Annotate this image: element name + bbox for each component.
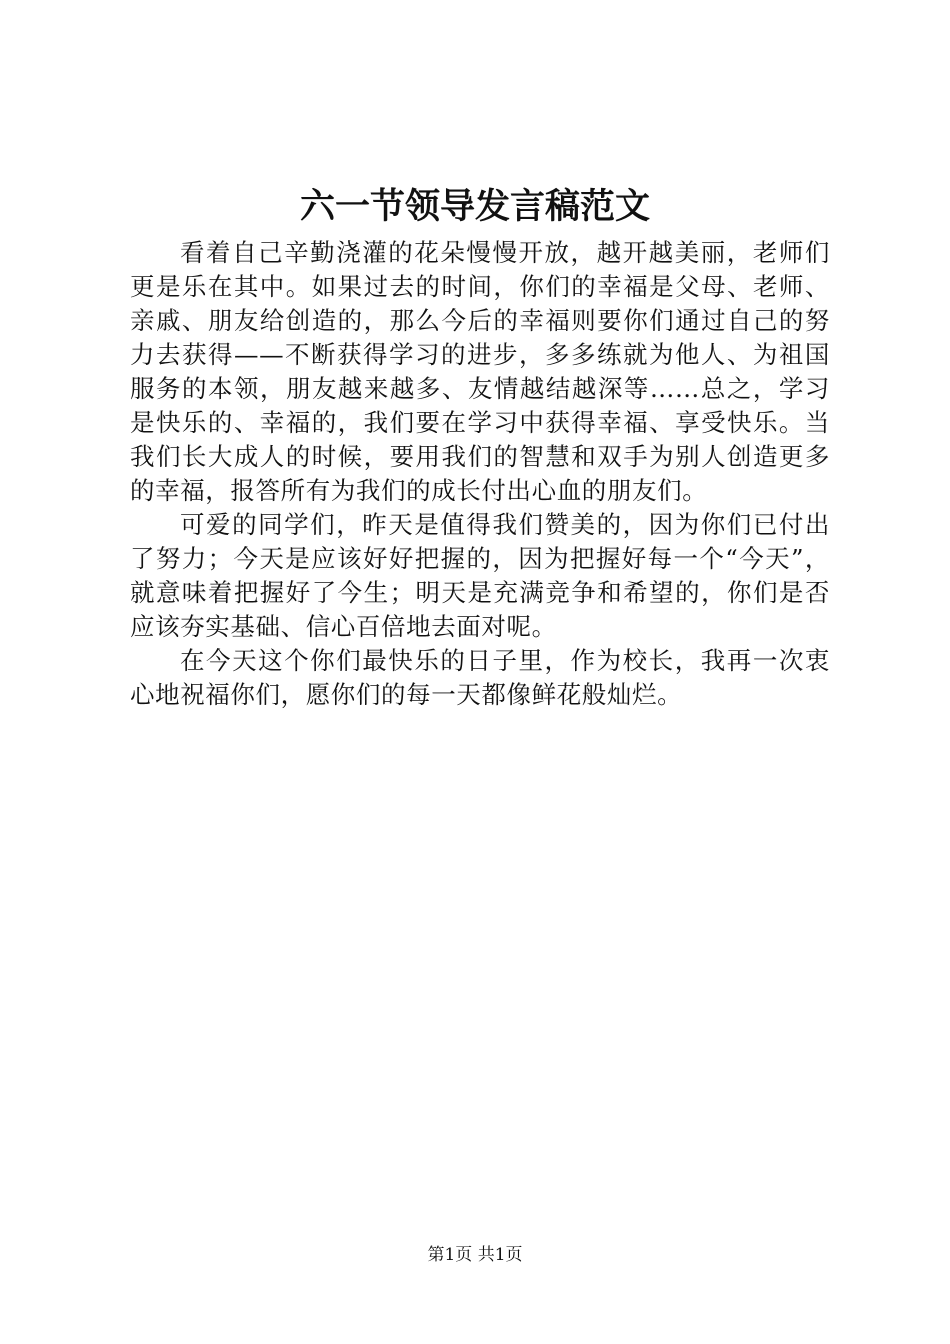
paragraph-3: 在今天这个你们最快乐的日子里，作为校长，我再一次衷心地祝福你们，愿你们的每一天都像鲜花般灿烂。	[130, 646, 830, 709]
page-number-footer: 第1页 共1页	[427, 1245, 523, 1265]
document-title: 六一节领导发言稿范文	[299, 187, 650, 227]
paragraph-1: 看着自己辛勤浇灌的花朵慢慢开放，越开越美丽，老师们更是乐在其中。如果过去的时间，你们的幸福是父母、老师、亲戚、朋友给创造的，那么今后的幸福则要你们通过自己的努力去获得——不断获得学习的进步，多多练就为他人、为祖国服务的本领，朋友越来越多、友情越结越深等……总之，学习是快乐的、幸福的，我们要在学习中获得幸福、享受快乐。当我们长大成人的时候，要用我们的智慧和双手为别人创造更多的幸福，报答所有为我们的成长付出心血的朋友们。	[130, 238, 830, 505]
paragraph-2: 可爱的同学们，昨天是值得我们赞美的，因为你们已付出了努力；今天是应该好好把握的，因为把握好每一个“今天”，就意味着把握好了今生；明天是充满竞争和希望的，你们是否应该夯实基础、信心百倍地去面对呢。	[130, 510, 830, 641]
document-body	[130, 236, 830, 712]
